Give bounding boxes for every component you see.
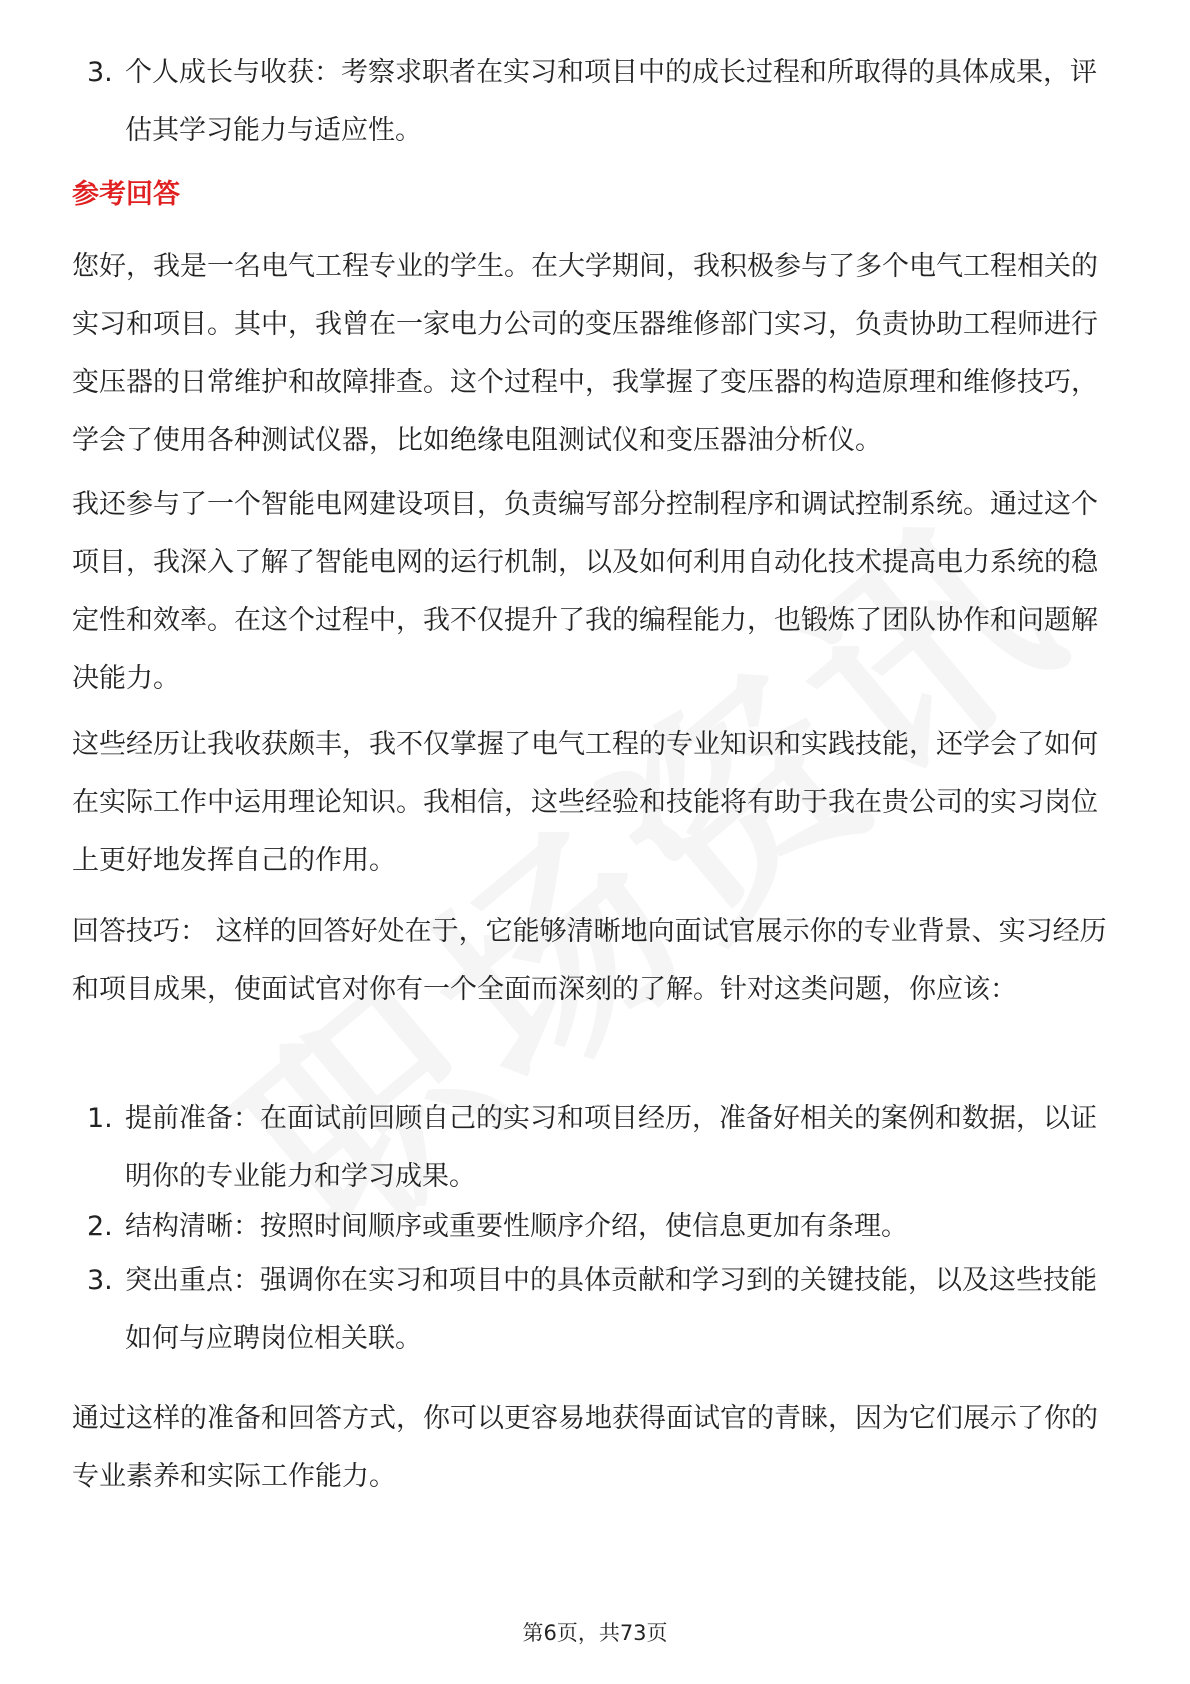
paragraph: 我还参与了一个智能电网建设项目，负责编写部分控制程序和调试控制系统。通过这个项目，我深入了解了智能电网的运行机制，以及如何利用自动化技术提高电力系统的稳定性和效率。在这个过程中，我不仅提升了我的编程能力，也锻炼了团队协作和问题解决能力。 <box>72 489 1098 694</box>
page-number-footer: 第6页，共73页 <box>522 1621 668 1645</box>
list-item <box>72 44 1122 160</box>
list-item <box>72 1090 1122 1206</box>
reference-answer-heading: 参考回答 <box>72 179 180 210</box>
list-text: 提前准备：在面试前回顾自己的实习和项目经历，准备好相关的案例和数据，以证明你的专业能力和学习成果。 <box>125 1103 1097 1192</box>
list-item <box>72 1252 1122 1368</box>
paragraph: 您好，我是一名电气工程专业的学生。在大学期间，我积极参与了多个电气工程相关的实习和项目。其中，我曾在一家电力公司的变压器维修部门实习，负责协助工程师进行变压器的日常维护和故障排查。这个过程中，我掌握了变压器的构造原理和维修技巧，学会了使用各种测试仪器，比如绝缘电阻测试仪和变压器油分析仪。 <box>72 251 1098 456</box>
list-item <box>72 1198 1122 1256</box>
list-text: 个人成长与收获：考察求职者在实习和项目中的成长过程和所取得的具体成果，评估其学习能力与适应性。 <box>125 57 1097 146</box>
list-number: 3. <box>87 1265 113 1296</box>
list-text: 突出重点：强调你在实习和项目中的具体贡献和学习到的关键技能，以及这些技能如何与应聘岗位相关联。 <box>125 1265 1097 1354</box>
paragraph: 这些经历让我收获颇丰，我不仅掌握了电气工程的专业知识和实践技能，还学会了如何在实际工作中运用理论知识。我相信，这些经验和技能将有助于我在贵公司的实习岗位上更好地发挥自己的作用。 <box>72 729 1098 876</box>
list-text: 结构清晰：按照时间顺序或重要性顺序介绍，使信息更加有条理。 <box>125 1211 908 1242</box>
list-number: 3. <box>87 57 113 88</box>
answer-tips-paragraph: 回答技巧： 这样的回答好处在于，它能够清晰地向面试官展示你的专业背景、实习经历和项目成果，使面试官对你有一个全面而深刻的了解。针对这类问题，你应该： <box>72 916 1107 1005</box>
list-number: 1. <box>87 1103 113 1134</box>
closing-paragraph: 通过这样的准备和回答方式，你可以更容易地获得面试官的青睐，因为它们展示了你的专业素养和实际工作能力。 <box>72 1403 1098 1492</box>
list-number: 2. <box>87 1211 113 1242</box>
